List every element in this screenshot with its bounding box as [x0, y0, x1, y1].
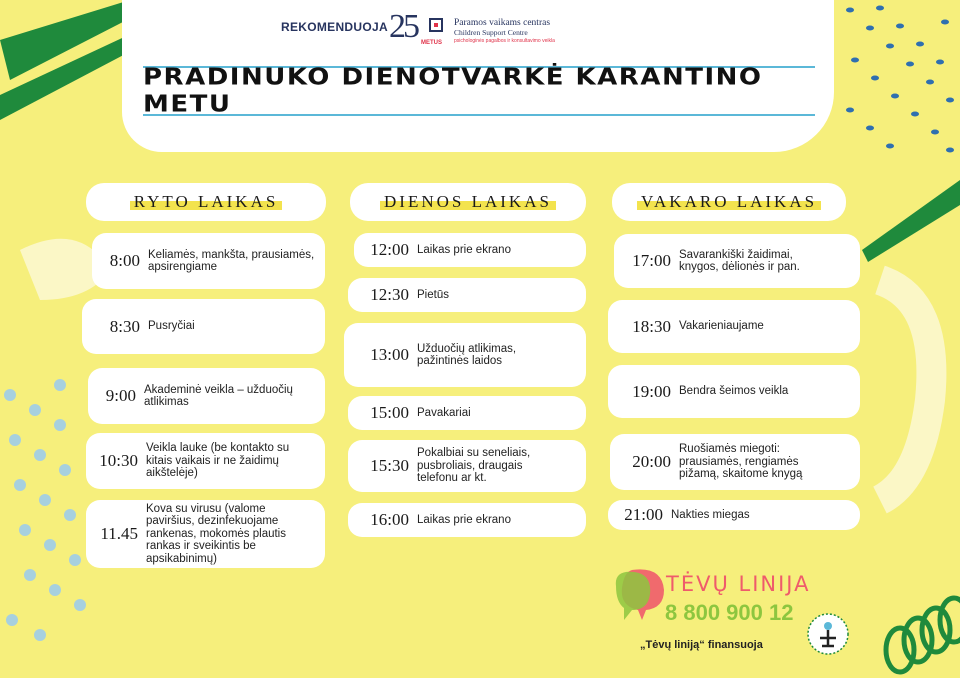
schedule-item — [86, 500, 325, 568]
logo-metus: METUS — [421, 40, 442, 46]
schedule-activity: Užduočių atlikimas, pažintinės laidos — [417, 342, 517, 367]
schedule-time: 9:00 — [105, 386, 136, 405]
schedule-time: 21:00 — [624, 505, 663, 524]
green-stroke-right — [862, 180, 960, 262]
schedule-time: 13:00 — [370, 345, 409, 364]
column-header-morning — [86, 183, 326, 221]
schedule-activity: Ruošiamės miegoti: prausiamės, rengiamės pižamą, skaitome knygą — [679, 443, 803, 481]
schedule-activity: Nakties miegas — [671, 508, 750, 521]
schedule-activity: Laikas prie ekrano — [417, 513, 511, 526]
schedule-item — [92, 233, 325, 289]
column-header-day — [350, 183, 586, 221]
schedule-activity: Vakarieniaujame — [679, 320, 764, 333]
schedule-time: 11.45 — [100, 524, 138, 543]
schedule-item — [614, 234, 860, 288]
schedule-activity: Savarankiški žaidimai, knygos, dėlionės ir pan. — [679, 248, 800, 273]
title-bar — [143, 66, 815, 116]
schedule-item — [354, 233, 586, 267]
recommend-label: REKOMENDUOJA — [281, 20, 388, 34]
schedule-activity: Akademinė veikla – užduočių atlikimas — [144, 383, 293, 408]
org-name-lt: Paramos vaikams centras — [454, 18, 551, 28]
schedule-activity: Pietūs — [417, 288, 449, 301]
schedule-time: 8:00 — [109, 251, 140, 270]
schedule-item — [82, 299, 325, 354]
schedule-activity: Pavakariai — [417, 406, 471, 419]
schedule-item — [348, 503, 586, 537]
schedule-time: 10:30 — [99, 451, 138, 470]
schedule-item — [88, 368, 325, 424]
phone-number: 8 800 900 12 — [665, 600, 794, 625]
lightblue-dots-left — [4, 379, 86, 641]
column-header-label: VAKARO LAIKAS — [637, 192, 821, 212]
schedule-time: 16:00 — [370, 510, 409, 529]
pvc-25-logo — [389, 10, 451, 50]
blue-dots-top-right — [846, 6, 954, 153]
logo-number: 25 — [389, 8, 417, 45]
column-header-label: DIENOS LAIKAS — [380, 192, 556, 212]
funder-seal-icon — [806, 612, 850, 656]
schedule-item — [86, 433, 325, 489]
column-header-evening — [612, 183, 846, 221]
org-name-en: Children Support Centre — [454, 28, 528, 37]
schedule-item — [344, 323, 586, 387]
schedule-item — [348, 440, 586, 492]
schedule-activity: Laikas prie ekrano — [417, 243, 511, 256]
logo-red-dot-icon — [434, 23, 438, 27]
schedule-activity: Pusryčiai — [148, 320, 195, 333]
schedule-item — [608, 500, 860, 530]
schedule-time: 18:30 — [632, 316, 671, 336]
schedule-item — [348, 278, 586, 312]
schedule-time: 8:30 — [109, 316, 140, 336]
org-name-block — [454, 18, 555, 45]
schedule-activity: Pokalbiai su seneliais, pusbroliais, draugais telefonu ar kt. — [417, 447, 531, 485]
schedule-time: 15:00 — [370, 403, 409, 422]
schedule-activity: Keliamės, mankšta, prausiamės, apsirengiame — [148, 248, 315, 273]
schedule-time: 17:00 — [632, 251, 671, 270]
org-tagline: psichologinės pagalbos ir konsultavimo veikla — [454, 38, 555, 44]
schedule-item — [610, 434, 860, 490]
schedule-activity: Kova su virusu (valome paviršius, dezinfekuojame rankenas, mokomės plautis rankas ir sveikintis be apsikabinimų) — [146, 502, 286, 565]
schedule-item — [608, 300, 860, 353]
tevu-linija-logo-text: TĖVŲ LINIJA — [666, 572, 811, 596]
green-coil-bottom-right — [886, 598, 960, 672]
page-title: PRADINUKO DIENOTVARKĖ KARANTINO METU — [143, 64, 763, 118]
schedule-time: 12:00 — [370, 240, 409, 259]
white-swirl-right — [880, 280, 931, 500]
schedule-activity: Veikla lauke (be kontakto su kitais vaikais ir ne žaidimų aikštelėje) — [146, 442, 290, 480]
schedule-item — [348, 396, 586, 430]
schedule-time: 19:00 — [632, 381, 671, 401]
schedule-item — [608, 365, 860, 418]
funded-by-text: „Tėvų liniją“ finansuoja — [640, 639, 763, 651]
schedule-time: 20:00 — [632, 452, 671, 471]
schedule-time: 15:30 — [370, 456, 409, 475]
schedule-time: 12:30 — [370, 285, 409, 304]
schedule-activity: Bendra šeimos veikla — [679, 385, 789, 398]
column-header-label: RYTO LAIKAS — [130, 192, 283, 212]
speech-bubbles-icon — [612, 566, 668, 626]
